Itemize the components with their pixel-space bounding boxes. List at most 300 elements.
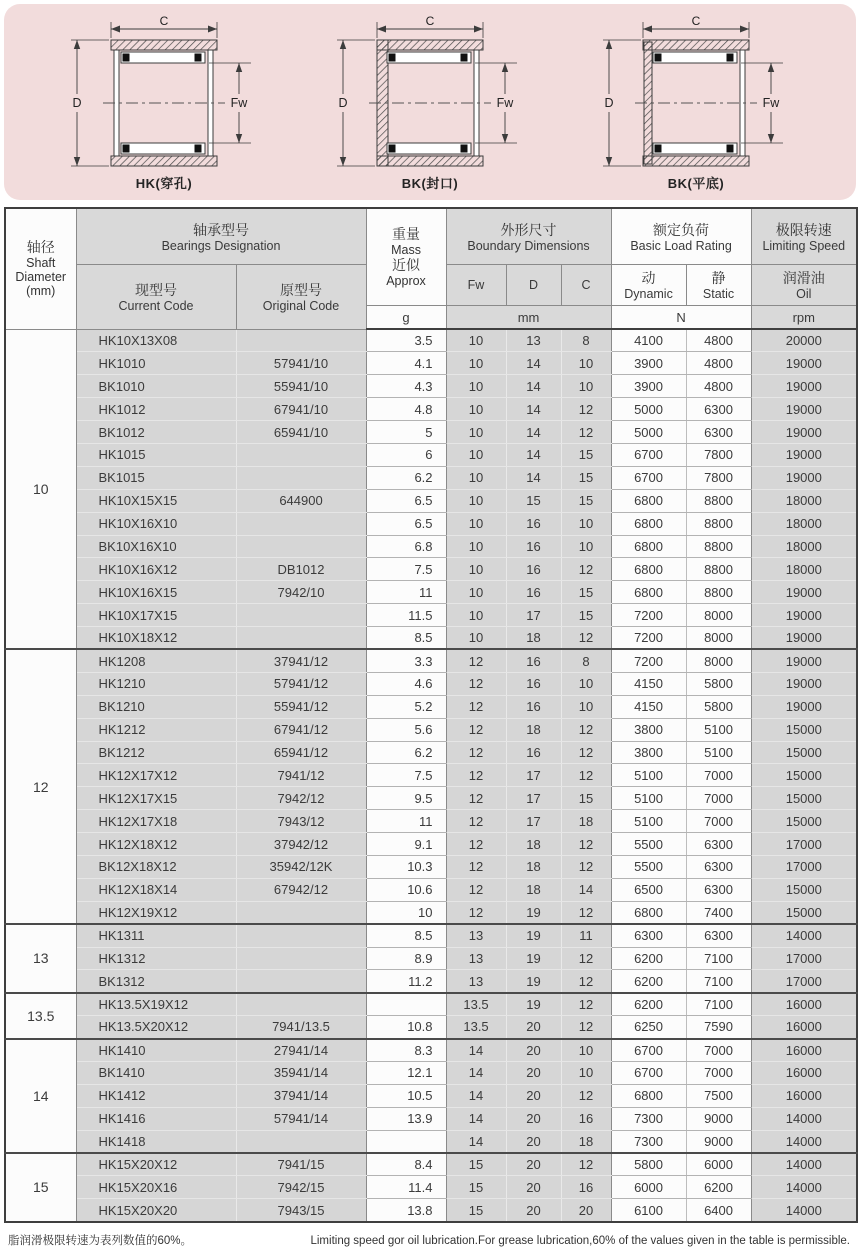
fw-cell: 10 <box>446 535 506 558</box>
limiting-speed-cell: 14000 <box>751 1176 857 1199</box>
original-code-cell: 644900 <box>236 489 366 512</box>
d-cell: 14 <box>506 421 561 444</box>
d-cell: 16 <box>506 649 561 672</box>
mass-cell: 12.1 <box>366 1062 446 1085</box>
d-cell: 16 <box>506 558 561 581</box>
dynamic-load-cell: 3800 <box>611 741 686 764</box>
c-cell: 12 <box>561 558 611 581</box>
static-load-cell: 6200 <box>686 1176 751 1199</box>
c-cell: 10 <box>561 352 611 375</box>
header-boundary-dimensions <box>446 208 611 265</box>
mass-cell: 6 <box>366 443 446 466</box>
current-code-cell: HK10X13X08 <box>76 329 236 352</box>
static-load-cell: 9000 <box>686 1107 751 1130</box>
fw-cell: 12 <box>446 833 506 856</box>
dynamic-load-cell: 6700 <box>611 1039 686 1062</box>
d-cell: 20 <box>506 1107 561 1130</box>
header-shaft-zh: 轴径 <box>26 239 55 256</box>
d-cell: 19 <box>506 901 561 924</box>
header-shaft-diameter <box>5 208 76 329</box>
limiting-speed-cell: 19000 <box>751 604 857 627</box>
mass-cell: 3.5 <box>366 329 446 352</box>
mass-cell: 10.3 <box>366 855 446 878</box>
table-row <box>5 1107 857 1130</box>
current-code-cell: HK1410 <box>76 1039 236 1062</box>
approx-en: Approx <box>386 274 426 288</box>
original-code-cell: 7943/12 <box>236 810 366 833</box>
dynamic-load-cell: 6800 <box>611 581 686 604</box>
current-code-cell: BK1212 <box>76 741 236 764</box>
table-row <box>5 1039 857 1062</box>
dynamic-load-cell: 3800 <box>611 718 686 741</box>
c-cell: 8 <box>561 649 611 672</box>
limiting-speed-cell: 14000 <box>751 1199 857 1222</box>
c-cell: 11 <box>561 924 611 947</box>
mass-cell: 8.9 <box>366 947 446 970</box>
header-mass <box>366 208 446 306</box>
table-row <box>5 1062 857 1085</box>
current-en: Current Code <box>118 298 194 313</box>
c-cell: 10 <box>561 1062 611 1085</box>
static-load-cell: 7000 <box>686 1039 751 1062</box>
dim-label-fw: Fw <box>496 96 514 110</box>
limiting-speed-cell: 20000 <box>751 329 857 352</box>
table-row <box>5 672 857 695</box>
current-code-cell: HK1208 <box>76 649 236 672</box>
fw-cell: 10 <box>446 375 506 398</box>
table-row <box>5 466 857 489</box>
designation-en: Bearings Designation <box>161 238 281 253</box>
table-row <box>5 1084 857 1107</box>
c-cell: 15 <box>561 489 611 512</box>
mass-cell: 4.3 <box>366 375 446 398</box>
limiting-speed-cell: 16000 <box>751 1084 857 1107</box>
c-cell: 12 <box>561 833 611 856</box>
c-cell: 10 <box>561 512 611 535</box>
original-code-cell <box>236 993 366 1016</box>
fw-cell: 12 <box>446 855 506 878</box>
header-bearings-designation <box>76 208 366 265</box>
limiting-speed-cell: 19000 <box>751 649 857 672</box>
original-code-cell: 57941/14 <box>236 1107 366 1130</box>
limiting-speed-cell: 14000 <box>751 1107 857 1130</box>
dynamic-load-cell: 6100 <box>611 1199 686 1222</box>
original-code-cell <box>236 466 366 489</box>
table-row <box>5 855 857 878</box>
limiting-speed-cell: 15000 <box>751 718 857 741</box>
limiting-speed-cell: 19000 <box>751 627 857 650</box>
d-cell: 17 <box>506 810 561 833</box>
table-row <box>5 558 857 581</box>
d-cell: 18 <box>506 855 561 878</box>
header-current-code <box>76 265 236 330</box>
table-row <box>5 1153 857 1176</box>
table-row <box>5 947 857 970</box>
d-cell: 19 <box>506 924 561 947</box>
shaft-diameter-cell: 13.5 <box>5 993 76 1039</box>
d-cell: 14 <box>506 375 561 398</box>
table-row <box>5 649 857 672</box>
static-load-cell: 8000 <box>686 627 751 650</box>
header-limiting-speed <box>751 208 857 265</box>
limiting-speed-cell: 19000 <box>751 466 857 489</box>
table-row <box>5 741 857 764</box>
original-code-cell: 7942/12 <box>236 787 366 810</box>
dynamic-load-cell: 6700 <box>611 443 686 466</box>
static-load-cell: 6300 <box>686 924 751 947</box>
limiting-speed-cell: 19000 <box>751 581 857 604</box>
dynamic-load-cell: 6200 <box>611 947 686 970</box>
current-code-cell: HK15X20X16 <box>76 1176 236 1199</box>
d-cell: 16 <box>506 741 561 764</box>
original-code-cell: 55941/12 <box>236 695 366 718</box>
mass-cell: 5.6 <box>366 718 446 741</box>
mass-cell: 8.4 <box>366 1153 446 1176</box>
dynamic-load-cell: 5100 <box>611 810 686 833</box>
limiting-speed-cell: 18000 <box>751 558 857 581</box>
limiting-speed-cell: 16000 <box>751 1039 857 1062</box>
c-cell: 12 <box>561 741 611 764</box>
bearing-diagram-open <box>59 14 269 192</box>
table-row <box>5 993 857 1016</box>
mass-cell: 13.9 <box>366 1107 446 1130</box>
d-cell: 18 <box>506 878 561 901</box>
c-cell: 10 <box>561 695 611 718</box>
original-code-cell <box>236 1130 366 1153</box>
table-row <box>5 1130 857 1153</box>
d-cell: 19 <box>506 947 561 970</box>
table-row <box>5 833 857 856</box>
d-cell: 14 <box>506 352 561 375</box>
c-cell: 12 <box>561 970 611 993</box>
current-code-cell: HK1311 <box>76 924 236 947</box>
table-row <box>5 352 857 375</box>
dim-label-fw: Fw <box>230 96 248 110</box>
fw-cell: 12 <box>446 764 506 787</box>
c-cell: 18 <box>561 1130 611 1153</box>
c-cell: 12 <box>561 993 611 1016</box>
dynamic-load-cell: 6800 <box>611 489 686 512</box>
fw-cell: 10 <box>446 443 506 466</box>
d-cell: 18 <box>506 718 561 741</box>
static-load-cell: 4800 <box>686 352 751 375</box>
static-load-cell: 8800 <box>686 535 751 558</box>
dynamic-load-cell: 6800 <box>611 558 686 581</box>
header-dynamic <box>611 265 686 306</box>
table-row <box>5 718 857 741</box>
original-en: Original Code <box>262 298 340 313</box>
dynamic-load-cell: 5500 <box>611 855 686 878</box>
c-cell: 15 <box>561 443 611 466</box>
d-cell: 18 <box>506 833 561 856</box>
table-row <box>5 1016 857 1039</box>
c-cell: 16 <box>561 1107 611 1130</box>
current-code-cell: BK12X18X12 <box>76 855 236 878</box>
c-cell: 12 <box>561 947 611 970</box>
table-row <box>5 924 857 947</box>
limiting-speed-cell: 15000 <box>751 787 857 810</box>
diagram-strip <box>4 4 856 200</box>
diagram-caption: HK(穿孔) <box>135 176 193 191</box>
original-code-cell: 37942/12 <box>236 833 366 856</box>
c-cell: 12 <box>561 855 611 878</box>
limiting-speed-cell: 16000 <box>751 1062 857 1085</box>
static-load-cell: 4800 <box>686 329 751 352</box>
current-code-cell: HK10X17X15 <box>76 604 236 627</box>
limiting-speed-cell: 15000 <box>751 901 857 924</box>
original-code-cell: 35941/14 <box>236 1062 366 1085</box>
d-cell: 16 <box>506 672 561 695</box>
current-code-cell: HK12X18X14 <box>76 878 236 901</box>
dynamic-load-cell: 5100 <box>611 787 686 810</box>
static-load-cell: 8000 <box>686 649 751 672</box>
dynamic-load-cell: 7200 <box>611 627 686 650</box>
dynamic-load-cell: 7300 <box>611 1130 686 1153</box>
dynamic-load-cell: 6250 <box>611 1016 686 1039</box>
static-load-cell: 7100 <box>686 947 751 970</box>
original-code-cell: 37941/14 <box>236 1084 366 1107</box>
fw-cell: 10 <box>446 329 506 352</box>
diagram-caption: BK(封口) <box>401 176 459 191</box>
bearing-table-body <box>5 329 857 1222</box>
static-load-cell: 6300 <box>686 421 751 444</box>
dim-label-d: D <box>72 96 82 110</box>
fw-cell: 14 <box>446 1107 506 1130</box>
table-row <box>5 535 857 558</box>
dynamic-load-cell: 6800 <box>611 535 686 558</box>
static-load-cell: 5100 <box>686 718 751 741</box>
fw-cell: 12 <box>446 695 506 718</box>
mass-cell: 6.2 <box>366 741 446 764</box>
current-code-cell: BK1410 <box>76 1062 236 1085</box>
oil-en: Oil <box>796 287 812 301</box>
original-code-cell: 7942/15 <box>236 1176 366 1199</box>
bearing-cross-section <box>591 14 801 172</box>
current-code-cell: HK10X16X10 <box>76 512 236 535</box>
current-code-cell: BK1015 <box>76 466 236 489</box>
limiting-speed-cell: 16000 <box>751 993 857 1016</box>
limiting-speed-cell: 19000 <box>751 421 857 444</box>
fw-cell: 15 <box>446 1199 506 1222</box>
dynamic-load-cell: 7200 <box>611 604 686 627</box>
d-cell: 20 <box>506 1199 561 1222</box>
approx-zh: 近似 <box>392 257 421 273</box>
mass-cell: 7.5 <box>366 558 446 581</box>
static-load-cell: 5100 <box>686 741 751 764</box>
static-load-cell: 8800 <box>686 558 751 581</box>
d-cell: 20 <box>506 1130 561 1153</box>
dynamic-load-cell: 4100 <box>611 329 686 352</box>
static-load-cell: 7000 <box>686 764 751 787</box>
mass-cell: 9.5 <box>366 787 446 810</box>
d-cell: 16 <box>506 512 561 535</box>
limiting-speed-cell: 17000 <box>751 833 857 856</box>
limiting-speed-cell: 18000 <box>751 535 857 558</box>
shaft-diameter-cell: 14 <box>5 1039 76 1153</box>
static-load-cell: 5800 <box>686 695 751 718</box>
footnotes <box>8 1232 850 1248</box>
current-code-cell: HK12X17X15 <box>76 787 236 810</box>
limiting-speed-cell: 19000 <box>751 695 857 718</box>
original-code-cell <box>236 924 366 947</box>
fw-cell: 12 <box>446 787 506 810</box>
c-cell: 12 <box>561 421 611 444</box>
current-code-cell: HK1212 <box>76 718 236 741</box>
d-cell: 20 <box>506 1062 561 1085</box>
table-row <box>5 489 857 512</box>
speed-zh: 极限转速 <box>775 221 832 238</box>
c-cell: 16 <box>561 1176 611 1199</box>
d-cell: 16 <box>506 535 561 558</box>
static-load-cell: 7800 <box>686 443 751 466</box>
c-cell: 12 <box>561 901 611 924</box>
original-code-cell: 65941/10 <box>236 421 366 444</box>
static-load-cell: 8000 <box>686 604 751 627</box>
designation-zh: 轴承型号 <box>193 221 249 238</box>
dynamic-en: Dynamic <box>624 287 673 301</box>
original-code-cell <box>236 947 366 970</box>
d-cell: 17 <box>506 787 561 810</box>
dynamic-load-cell: 6500 <box>611 878 686 901</box>
fw-cell: 12 <box>446 878 506 901</box>
limiting-speed-cell: 15000 <box>751 764 857 787</box>
current-code-cell: HK1418 <box>76 1130 236 1153</box>
c-cell: 12 <box>561 398 611 421</box>
current-code-cell: HK1312 <box>76 947 236 970</box>
dynamic-load-cell: 3900 <box>611 375 686 398</box>
original-code-cell: 27941/14 <box>236 1039 366 1062</box>
d-cell: 16 <box>506 695 561 718</box>
original-code-cell <box>236 901 366 924</box>
dynamic-load-cell: 6700 <box>611 1062 686 1085</box>
limiting-speed-cell: 16000 <box>751 1016 857 1039</box>
mass-cell: 4.8 <box>366 398 446 421</box>
limiting-speed-cell: 15000 <box>751 878 857 901</box>
mass-cell: 6.5 <box>366 512 446 535</box>
mass-cell: 10.5 <box>366 1084 446 1107</box>
dynamic-zh: 动 <box>641 270 656 286</box>
table-row <box>5 901 857 924</box>
shaft-diameter-cell: 12 <box>5 649 76 924</box>
mass-cell: 10 <box>366 901 446 924</box>
shaft-diameter-cell: 13 <box>5 924 76 993</box>
mass-en: Mass <box>391 243 421 257</box>
current-code-cell: HK1010 <box>76 352 236 375</box>
dim-label-d: D <box>338 96 348 110</box>
d-cell: 18 <box>506 627 561 650</box>
original-code-cell: 7942/10 <box>236 581 366 604</box>
original-code-cell <box>236 970 366 993</box>
mass-cell: 10.8 <box>366 1016 446 1039</box>
table-row <box>5 1199 857 1222</box>
original-zh: 原型号 <box>280 281 322 298</box>
dim-label-c: C <box>691 14 701 28</box>
mass-cell: 3.3 <box>366 649 446 672</box>
limiting-speed-cell: 18000 <box>751 489 857 512</box>
original-code-cell: 7941/12 <box>236 764 366 787</box>
fw-cell: 13 <box>446 970 506 993</box>
bearing-spec-table <box>4 207 858 1223</box>
current-code-cell: HK10X16X12 <box>76 558 236 581</box>
static-load-cell: 7000 <box>686 1062 751 1085</box>
mass-cell: 11 <box>366 581 446 604</box>
current-code-cell: HK12X18X12 <box>76 833 236 856</box>
table-row <box>5 329 857 352</box>
c-cell: 12 <box>561 718 611 741</box>
static-load-cell: 4800 <box>686 375 751 398</box>
table-row <box>5 764 857 787</box>
header-oil <box>751 265 857 306</box>
table-row <box>5 878 857 901</box>
fw-cell: 14 <box>446 1062 506 1085</box>
limiting-speed-cell: 17000 <box>751 947 857 970</box>
static-load-cell: 6300 <box>686 855 751 878</box>
fw-cell: 13 <box>446 947 506 970</box>
dynamic-load-cell: 4150 <box>611 695 686 718</box>
table-row <box>5 695 857 718</box>
d-cell: 20 <box>506 1016 561 1039</box>
original-code-cell: 7943/15 <box>236 1199 366 1222</box>
shaft-diameter-cell: 15 <box>5 1153 76 1222</box>
static-load-cell: 6300 <box>686 878 751 901</box>
c-cell: 15 <box>561 581 611 604</box>
fw-cell: 12 <box>446 649 506 672</box>
fw-cell: 13.5 <box>446 1016 506 1039</box>
dynamic-load-cell: 6200 <box>611 970 686 993</box>
unit-g: g <box>366 306 446 330</box>
mass-cell: 6.8 <box>366 535 446 558</box>
d-cell: 15 <box>506 489 561 512</box>
header-static <box>686 265 751 306</box>
current-code-cell: HK10X18X12 <box>76 627 236 650</box>
original-code-cell <box>236 604 366 627</box>
static-load-cell: 7400 <box>686 901 751 924</box>
d-cell: 20 <box>506 1153 561 1176</box>
dynamic-load-cell: 6700 <box>611 466 686 489</box>
mass-cell: 8.5 <box>366 924 446 947</box>
d-cell: 20 <box>506 1084 561 1107</box>
original-code-cell: 57941/12 <box>236 672 366 695</box>
dim-label-fw: Fw <box>762 96 780 110</box>
boundary-en: Boundary Dimensions <box>467 238 590 253</box>
diagram-caption: BK(平底) <box>667 176 725 191</box>
mass-cell: 8.3 <box>366 1039 446 1062</box>
mass-cell <box>366 1130 446 1153</box>
dynamic-load-cell: 5100 <box>611 764 686 787</box>
unit-rpm: rpm <box>751 306 857 330</box>
dynamic-load-cell: 6800 <box>611 512 686 535</box>
static-load-cell: 7500 <box>686 1084 751 1107</box>
mass-cell: 5 <box>366 421 446 444</box>
dynamic-load-cell: 5000 <box>611 421 686 444</box>
d-cell: 19 <box>506 970 561 993</box>
mass-cell <box>366 993 446 1016</box>
mass-cell: 5.2 <box>366 695 446 718</box>
limiting-speed-cell: 14000 <box>751 1130 857 1153</box>
current-code-cell: HK10X16X15 <box>76 581 236 604</box>
original-code-cell <box>236 512 366 535</box>
fw-cell: 12 <box>446 810 506 833</box>
c-cell: 15 <box>561 466 611 489</box>
dynamic-load-cell: 7200 <box>611 649 686 672</box>
limiting-speed-cell: 19000 <box>751 375 857 398</box>
current-code-cell: HK15X20X12 <box>76 1153 236 1176</box>
static-load-cell: 9000 <box>686 1130 751 1153</box>
original-code-cell <box>236 329 366 352</box>
boundary-zh: 外形尺寸 <box>500 221 557 238</box>
table-row <box>5 810 857 833</box>
c-cell: 8 <box>561 329 611 352</box>
